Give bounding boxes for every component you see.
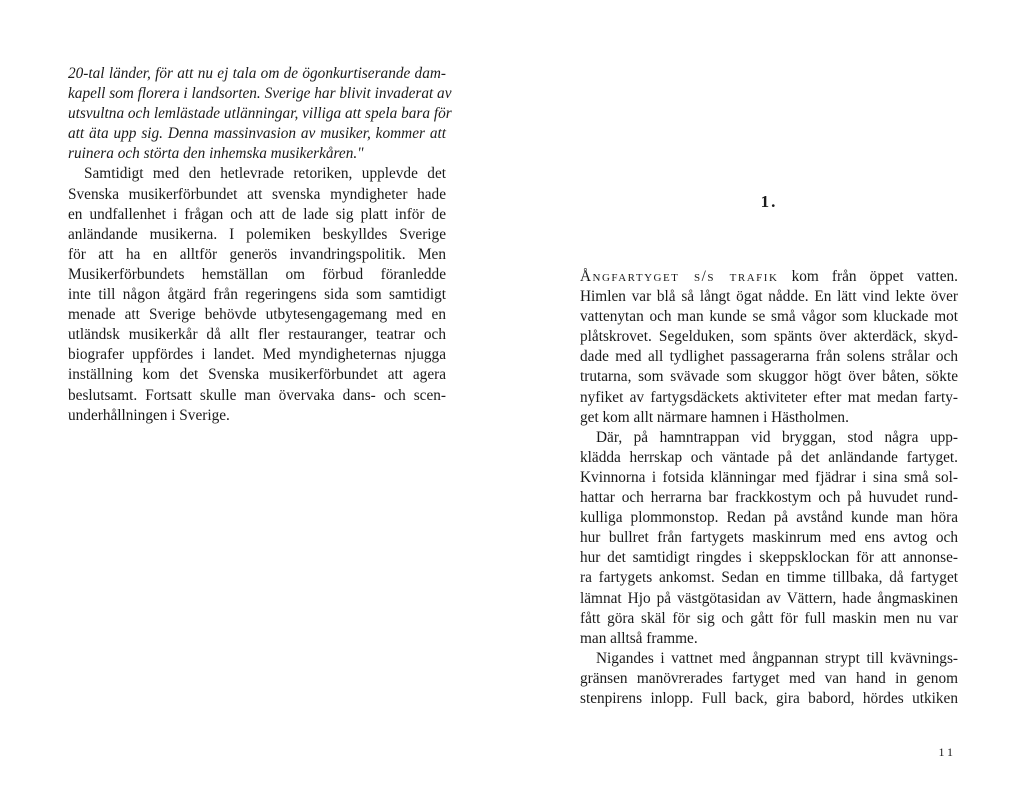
chapter-number: 1. <box>760 192 778 211</box>
opening-smallcaps: Ångfartyget s/s trafik <box>580 268 779 285</box>
body-paragraph <box>68 164 446 425</box>
text-line: klädda herrskap och väntade på det anländande fartyget. <box>580 448 958 466</box>
text-line: inte till någon åtgärd från regeringens sida som samtidigt <box>68 286 446 304</box>
text-line: fått göra skäl för sig och gått för full maskin men nu var <box>580 609 958 627</box>
text-line: get kom allt närmare hamnen i Hästholmen. <box>580 408 849 426</box>
text-line: underhållningen i Sverige. <box>68 406 230 424</box>
text-line: Musikerförbundets hemställan om förbud föranledde <box>68 265 446 283</box>
text-line: vattenytan och man kunde se små vågor som kluckade mot <box>580 308 958 326</box>
text-line: kapell som florera i landsorten. Sverige har blivit invaderat av <box>68 85 452 103</box>
text-line: hattar och herrarna bar frackkostym och på huvudet rund- <box>580 489 958 507</box>
text-line: 20-tal länder, för att nu ej tala om de ögonkurtiserande dam- <box>68 65 446 82</box>
right-text-column <box>580 267 958 709</box>
text-line: en undfallenhet i frågan och att de lade sig platt inför de <box>68 205 446 223</box>
text-line: Himlen var blå så långt ögat nådde. En lätt vind lekte över <box>580 288 958 306</box>
text-line: Svenska musikerförbundet att svenska myndigheter hade <box>68 185 446 203</box>
text-line: trutarna, som svävade som skuggor högt över båten, sökte <box>580 368 958 386</box>
text-line: inställning kom det Svenska musikerförbundet att agera <box>68 366 446 384</box>
body-paragraph <box>580 649 958 709</box>
page-number: 11 <box>938 745 956 759</box>
text-line: hur bullret från fartygets maskinrum med ens avtog och <box>580 529 958 547</box>
text-line: att äta upp sig. Denna massinvasion av musiker, kommer att <box>68 125 446 143</box>
text-line: ruinera och störta den inhemska musikerkåren." <box>68 145 364 163</box>
text-line: plåtskrovet. Segelduken, som spänts över akterdäck, skyd- <box>580 328 958 346</box>
text-line: dade med all tydlighet passagerarna från solens strålar och <box>580 348 958 366</box>
text-line: kulliga plommonstop. Redan på avstånd kunde man höra <box>580 509 958 527</box>
text-line: ra fartygets ankomst. Sedan en timme tillbaka, då fartyget <box>580 569 958 587</box>
quote-paragraph <box>68 64 452 164</box>
text-line: Kvinnorna i fotsida klänningar med fjädrar i sina små sol- <box>580 468 958 486</box>
body-paragraph <box>580 428 958 649</box>
text-line: biografer uppfördes i landet. Med myndigheternas njugga <box>68 346 446 364</box>
text-line: gränsen manövrerades fartyget med van hand in genom <box>580 669 958 687</box>
right-page <box>512 0 1024 797</box>
text-line: Där, på hamntrappan vid bryggan, stod några upp- <box>596 428 958 446</box>
body-paragraph <box>580 267 958 428</box>
text-line: beslutsamt. Fortsatt skulle man övervaka dans- och scen- <box>68 386 446 404</box>
text-line: Nigandes i vattnet med ångpannan strypt till kvävnings- <box>596 649 958 667</box>
text-line: stenpirens inlopp. Full back, gira babord, hördes utkiken <box>580 689 958 707</box>
text-line: man alltså framme. <box>580 629 698 647</box>
left-text-column <box>68 64 452 426</box>
text-line: nyfiket av fartygsdäckets aktiviteter efter mat medan farty- <box>580 388 958 406</box>
text-line: Samtidigt med den hetlevrade retoriken, upplevde det <box>84 165 446 183</box>
text-line: utsvultna och lemlästade utlänningar, villiga att spela bara för <box>68 105 452 123</box>
text-line: anländande musikerna. I polemiken beskylldes Sverige <box>68 225 446 243</box>
text-line: för att ha en alltför generös invandringspolitik. Men <box>68 245 446 263</box>
text-line: utländsk musikerkår då allt fler restauranger, teatrar och <box>68 326 446 344</box>
text-line: hur det samtidigt ringdes i skeppsklockan för att annonse- <box>580 549 958 567</box>
text-line: lämnat Hjo på västgötasidan av Vättern, hade ångmaskinen <box>580 589 958 607</box>
text-line: menade att Sverige behövde utbytesengagemang med en <box>68 306 446 324</box>
text-line <box>580 267 958 287</box>
opening-line-rest: kom från öppet vatten. <box>791 268 959 285</box>
